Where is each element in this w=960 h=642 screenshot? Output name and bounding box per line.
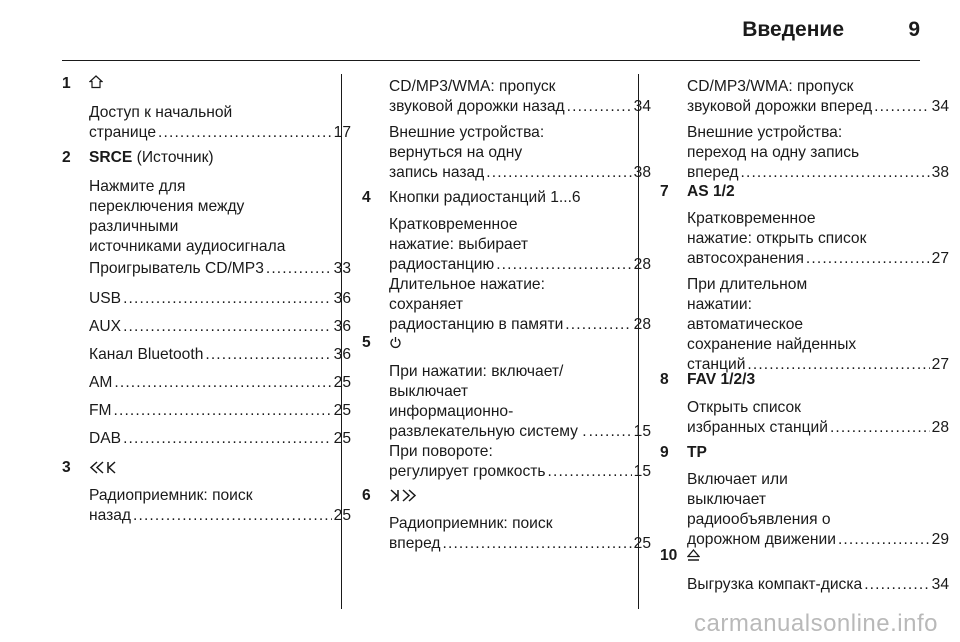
item-number: 7 — [660, 183, 669, 200]
index-entry: странице . . . 17 — [89, 123, 351, 143]
item-number: 5 — [362, 334, 371, 351]
item-number: 1 — [62, 75, 71, 92]
control-label: FAV 1/2/3 — [687, 371, 756, 388]
item-number: 4 — [362, 189, 371, 206]
index-entry: радиостанцию . . . 28 — [389, 255, 651, 275]
control-label: TP — [687, 444, 707, 461]
text-line: Доступ к начальной — [89, 104, 233, 121]
control-label: AS 1/2 — [687, 183, 735, 200]
index-entry: вперед . . . 25 — [389, 534, 651, 554]
index-entry: AM . . . 25 — [89, 373, 351, 393]
power-icon — [389, 335, 402, 355]
index-entry: дорожном движении . . . 29 — [687, 530, 949, 550]
watermark: carmanualsonline.info — [694, 610, 938, 637]
seek-back-icon — [89, 460, 119, 480]
item-number: 10 — [660, 547, 678, 564]
index-entry: DAB . . . 25 — [89, 429, 351, 449]
index-entry: развлекательную систему . . . . 15 — [389, 422, 651, 442]
index-entry: вперед . . . 38 — [687, 163, 949, 183]
index-entry: AUX . . . 36 — [89, 317, 351, 337]
item-number: 2 — [62, 149, 71, 166]
eject-icon — [687, 548, 700, 568]
home-icon — [89, 75, 103, 95]
index-entry: регулирует громкость . . . 15 — [389, 462, 651, 482]
index-entry: Проигрыватель CD/MP3 . . . 33 — [89, 259, 351, 279]
index-entry: звуковой дорожки назад . . . 34 — [389, 97, 651, 117]
item-number: 3 — [62, 459, 71, 476]
index-entry: радиостанцию в памяти . . . 28 — [389, 315, 651, 335]
index-entry: запись назад . . . 38 — [389, 163, 651, 183]
index-entry: звуковой дорожки вперед . . . 34 — [687, 97, 949, 117]
page-title: Введение — [742, 18, 844, 41]
page-number: 9 — [908, 18, 920, 41]
index-entry: назад . . . 25 — [89, 506, 351, 526]
item-number: 6 — [362, 487, 371, 504]
index-entry: Выгрузка компакт-диска . . . 34 — [687, 575, 949, 595]
index-entry: Канал Bluetooth . . . 36 — [89, 345, 351, 365]
control-label: Кнопки радиостанций 1...6 — [389, 189, 581, 206]
control-label: SRCE — [89, 149, 133, 166]
item-number: 8 — [660, 371, 669, 388]
index-entry: FM . . . 25 — [89, 401, 351, 421]
index-entry: USB . . . 36 — [89, 289, 351, 309]
item-number: 9 — [660, 444, 669, 461]
index-entry: избранных станций . . . 28 — [687, 418, 949, 438]
index-entry: станций . . . 27 — [687, 355, 949, 375]
index-entry: автосохранения . . . 27 — [687, 249, 949, 269]
header-rule — [62, 60, 920, 61]
seek-forward-icon — [389, 488, 419, 508]
